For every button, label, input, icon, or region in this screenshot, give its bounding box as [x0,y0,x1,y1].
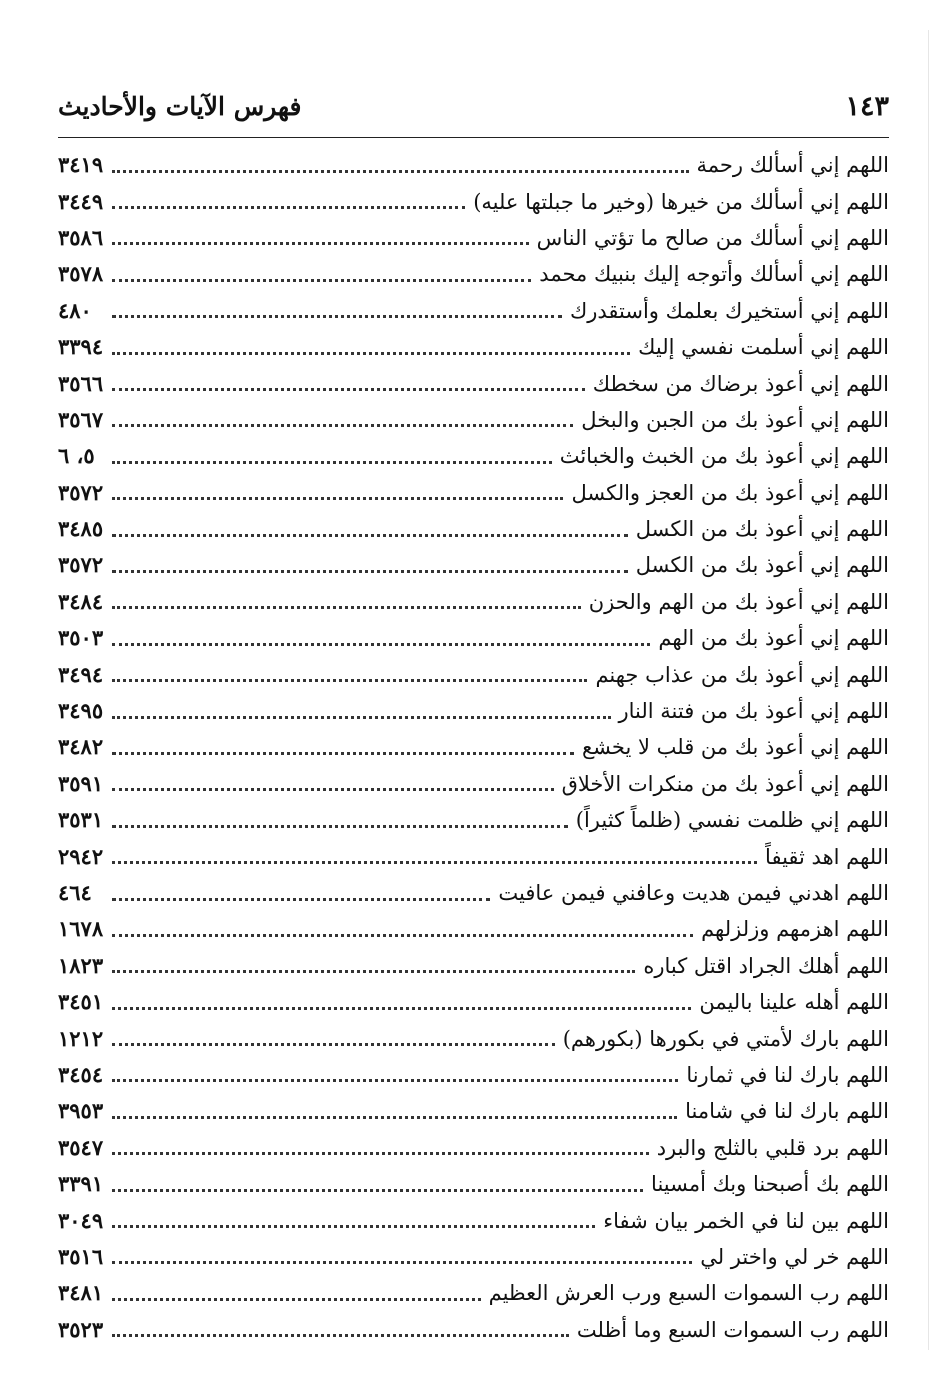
dot-leader [112,606,581,609]
index-entry [58,547,889,583]
dot-leader [112,388,585,391]
index-entry [58,1275,889,1311]
entry-reference-number: ٣٩٥٣ [58,1098,104,1124]
dot-leader [112,424,573,427]
entry-text: اللهم أهلك الجراد اقتل كباره [643,953,889,978]
entry-reference-number: ١٦٧٨ [58,916,104,942]
entry-text: اللهم إني أعوذ بك من الجبن والبخل [581,407,889,432]
entry-reference-number: ٣٥٢٣ [58,1316,104,1342]
entry-text: اللهم إني أعوذ بك من الهم والحزن [588,589,889,614]
entry-text: اللهم إني أسألك وأتوجه إليك بنبيك محمد [539,262,889,287]
entry-reference-number: ٣٥٧٢ [58,552,104,578]
entry-reference-number: ٣٤٨٤ [58,588,104,614]
entry-text: اللهم إني أعوذ بك من الهم [658,626,889,651]
dot-leader [112,1261,692,1264]
index-entry [58,766,889,802]
dot-leader [112,643,650,646]
entry-reference-number: ٣٠٤٩ [58,1207,104,1233]
entry-text: اللهم إني أعوذ بك من الكسل [635,517,889,542]
index-entry [58,693,889,729]
header-rule [58,137,889,138]
entry-reference-number: ٤٦٤ [58,880,92,905]
entry-text: اللهم رب السموات السبع وما أظلت [576,1317,889,1342]
index-entry [58,475,889,511]
dot-leader [112,206,465,209]
entry-reference-number: ٣٣٩٤ [58,334,104,360]
entry-reference-number: ٣٥٦٦ [58,370,104,396]
page-number: ١٤٣ [845,91,889,122]
entry-reference-number: ٣٤٨١ [58,1280,104,1306]
entry-reference-number: ٣٥٧٨ [58,261,104,287]
entry-text: اللهم اهدني فيمن هديت وعافني فيمن عافيت [498,881,889,905]
entry-reference-number: ٣٤٨٥ [58,516,104,542]
dot-leader [112,752,574,755]
entry-text: اللهم إني أعوذ بك من الخبث والخبائث [559,444,889,469]
dot-leader [112,1116,677,1119]
index-entry [58,183,889,219]
index-entry [58,511,889,547]
dot-leader [112,788,554,791]
entry-text: اللهم بارك لأمتي في بكورها (بكورهم) [562,1026,889,1051]
entry-text: اللهم إني ظلمت نفسي (ظلماً كثيراً) [575,808,889,833]
entry-reference-number: ٣٤٤٩ [58,188,104,214]
dot-leader [112,279,531,282]
entry-reference-number: ٣٤٥٤ [58,1061,104,1087]
index-entry [58,1239,889,1275]
entry-text: اللهم إني أستخيرك بعلمك وأستقدرك [569,298,889,323]
index-entry [58,584,889,620]
entry-text: اللهم إني أسألك رحمة [696,153,889,178]
entry-text: اللهم إني أعوذ بك من الكسل [635,553,889,578]
dot-leader [112,716,611,719]
index-entry [58,1130,889,1166]
dot-leader [112,170,689,173]
entry-reference-number: ٣٥٤٧ [58,1134,104,1160]
dot-leader [112,861,757,864]
dot-leader [112,898,490,901]
dot-leader [112,1152,649,1155]
index-entries-list [58,147,889,1348]
entry-reference-number: ٣٤٩٤ [58,661,104,687]
entry-reference-number: ٣٤٥١ [58,989,104,1015]
entry-reference-number: ٣٥٦٧ [58,406,104,432]
entry-reference-number: ٣٥١٦ [58,1243,104,1269]
index-entry [58,293,889,329]
entry-text: اللهم إني أعوذ بك من قلب لا يخشع [582,735,889,760]
entry-text: اللهم إني أسلمت نفسي إليك [638,335,889,360]
entry-text: اللهم بارك لنا في شامنا [685,1099,889,1124]
index-entry [58,329,889,365]
entry-text: اللهم برد قلبي بالثلج والبرد [656,1135,889,1160]
entry-reference-number: ٣٥٨٦ [58,224,104,250]
entry-reference-number: ٣٥٧٢ [58,479,104,505]
dot-leader [112,1043,555,1046]
index-entry [58,365,889,401]
index-entry [58,1057,889,1093]
dot-leader [112,1007,691,1010]
index-entry [58,256,889,292]
index-entry [58,911,889,947]
entry-text: اللهم إني أعوذ بك من منكرات الأخلاق [561,771,889,796]
dot-leader [112,825,568,828]
running-header-title: فهرس الآيات والأحاديث [58,92,302,121]
index-entry [58,147,889,183]
index-entry [58,1166,889,1202]
index-entry [58,1312,889,1348]
entry-reference-number: ٤٨٠ [58,297,92,323]
entry-reference-number: ٣٣٩١ [58,1171,104,1197]
running-header [58,84,889,124]
dot-leader [112,934,693,937]
page-edge-line [928,30,929,1350]
index-entry [58,948,889,984]
dot-leader [112,970,635,973]
index-entry [58,402,889,438]
entry-text: اللهم إني أسألك من صالح ما تؤتي الناس [536,225,889,250]
index-entry [58,1202,889,1238]
index-entry [58,620,889,656]
entry-reference-number: ١٢١٢ [58,1025,104,1051]
entry-text: اللهم إني أعوذ برضاك من سخطك [592,371,889,396]
index-entry [58,802,889,838]
index-entry [58,875,889,911]
index-entry [58,220,889,256]
entry-reference-number: ٣٤٨٢ [58,734,104,760]
entry-text: اللهم بك أصبحنا وبك أمسينا [651,1172,889,1197]
entry-text: اللهم اهد ثقيفاً [765,844,889,869]
entry-text: اللهم إني أعوذ بك من فتنة النار [618,699,889,724]
dot-leader [112,1079,678,1082]
entry-reference-number: ٢٩٤٢ [58,843,104,869]
entry-reference-number: ٣٤١٩ [58,152,104,178]
index-entry [58,438,889,474]
dot-leader [112,570,628,573]
entry-text: اللهم إني أعوذ بك من العجز والكسل [571,480,889,505]
dot-leader [112,352,630,355]
entry-reference-number: ٥، ٦ [58,443,95,469]
entry-text: اللهم اهزمهم وزلزلهم [701,917,889,942]
entry-text: اللهم أهله علينا باليمن [699,990,889,1015]
entry-text: اللهم رب السموات السبع ورب العرش العظيم [488,1281,889,1306]
dot-leader [112,1189,643,1192]
dot-leader [112,461,552,464]
index-entry [58,838,889,874]
entry-reference-number: ٣٥٠٣ [58,625,104,651]
dot-leader [112,1334,569,1337]
entry-text: اللهم إني أعوذ بك من عذاب جهنم [595,662,889,687]
index-entry [58,1020,889,1056]
entry-reference-number: ٣٥٩١ [58,770,104,796]
entry-reference-number: ٣٥٣١ [58,807,104,833]
index-entry [58,729,889,765]
entry-text: اللهم بارك لنا في ثمارنا [686,1062,889,1087]
dot-leader [112,1298,481,1301]
entry-reference-number: ٣٤٩٥ [58,698,104,724]
index-entry [58,984,889,1020]
dot-leader [112,242,529,245]
entry-text: اللهم إني أسألك من خيرها (وخير ما جبلتها عليه) [473,189,889,214]
dot-leader [112,679,587,682]
dot-leader [112,315,562,318]
dot-leader [112,534,628,537]
dot-leader [112,1225,595,1228]
dot-leader [112,497,563,500]
index-entry [58,656,889,692]
entry-reference-number: ١٨٢٣ [58,952,104,978]
entry-text: اللهم خر لي واختر لي [700,1244,889,1269]
index-entry [58,1093,889,1129]
entry-text: اللهم بين لنا في الخمر بيان شفاء [603,1208,889,1233]
